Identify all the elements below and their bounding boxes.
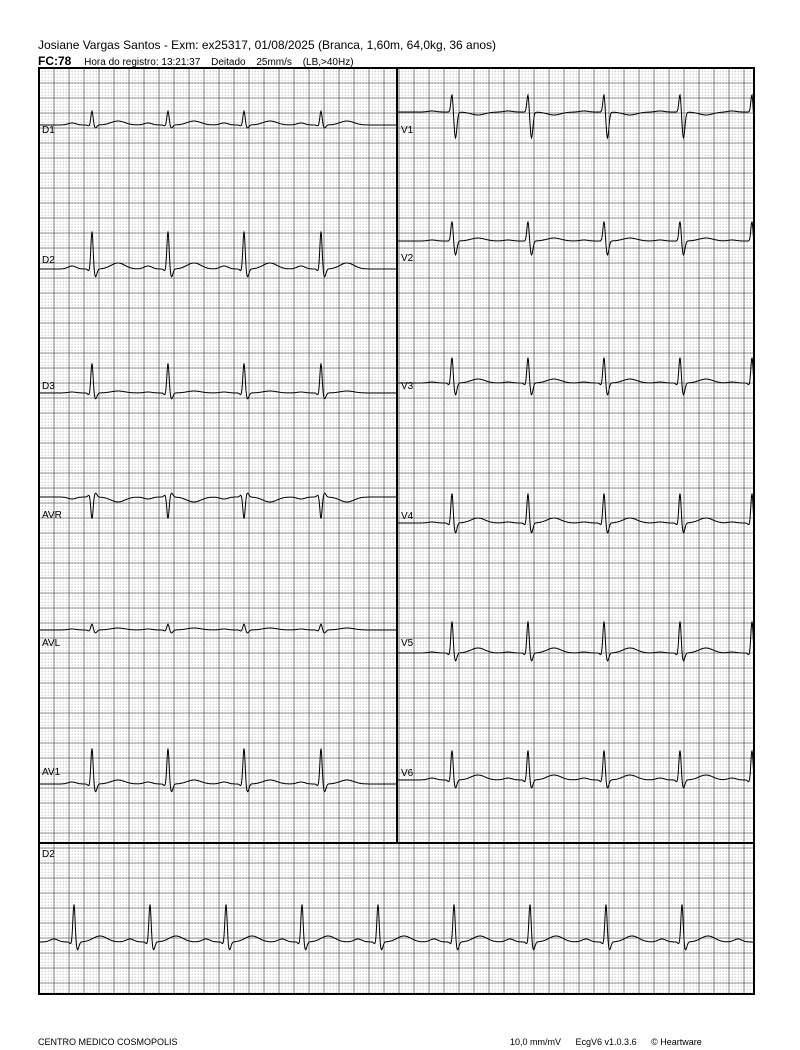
- lead-labels: [42, 125, 414, 860]
- filter-setting: (LB,>40Hz): [302, 57, 354, 68]
- lead-label-avr: AVR: [42, 510, 62, 521]
- lead-d3-trace: [39, 363, 397, 399]
- paper-speed: 25mm/s: [256, 57, 292, 68]
- ecg-frame: [39, 68, 754, 994]
- lead-v1-trace: [397, 95, 754, 138]
- lead-label-avf: AV1: [42, 767, 61, 778]
- lead-label-v4: V4: [401, 511, 414, 522]
- lead-avl-trace: [39, 624, 397, 633]
- lead-label-avl: AVL: [42, 638, 61, 649]
- heart-rate: FC:78: [38, 54, 72, 68]
- record-time: Hora do registro: 13:21:37: [84, 57, 201, 68]
- lead-label-d3: D3: [42, 381, 55, 392]
- gain-setting: 10,0 mm/mV: [510, 1037, 562, 1047]
- lead-avf-trace: [39, 748, 397, 791]
- copyright: © Heartware: [651, 1037, 702, 1047]
- lead-label-rhythm: D2: [42, 849, 55, 860]
- clinic-name: CENTRO MEDICO COSMOPOLIS: [38, 1037, 178, 1047]
- lead-d2-trace: [39, 231, 397, 276]
- lead-label-v3: V3: [401, 381, 414, 392]
- lead-label-v5: V5: [401, 638, 414, 649]
- software-version: EcgV6 v1.0.3.6: [575, 1037, 637, 1047]
- lead-label-v1: V1: [401, 125, 414, 136]
- footer-info: [510, 1037, 714, 1047]
- patient-position: Deitado: [211, 57, 246, 68]
- lead-label-v6: V6: [401, 768, 414, 779]
- lead-label-d1: D1: [42, 125, 55, 136]
- patient-info: Josiane Vargas Santos - Exm: ex25317, 01/08/2025 (Branca, 1,60m, 64,0kg, 36 anos): [38, 38, 497, 52]
- lead-label-v2: V2: [401, 253, 414, 264]
- lead-v5-trace: [397, 621, 754, 660]
- lead-d1-trace: [39, 111, 397, 128]
- lead-avr-trace: [39, 493, 397, 519]
- lead-v2-trace: [397, 222, 754, 255]
- lead-label-d2: D2: [42, 255, 55, 266]
